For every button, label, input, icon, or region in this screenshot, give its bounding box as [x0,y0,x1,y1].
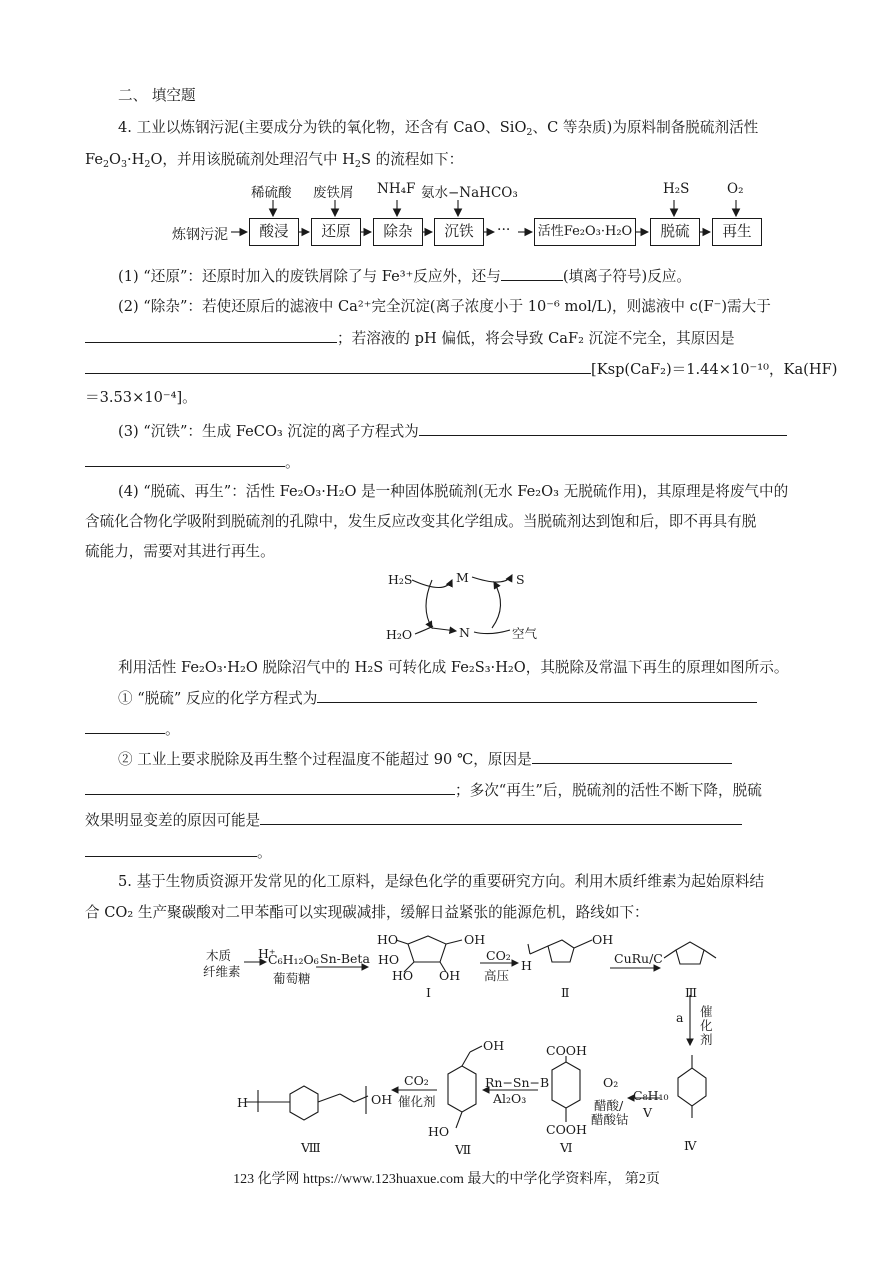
route-cooh-bottom: COOH [546,1122,587,1137]
route-catalyst-v1: 催 [700,1004,713,1019]
q4-sub2-line4: 。 [85,842,272,863]
q5-intro-line2: 合 CO₂ 生产聚碳酸对二甲苯酯可以实现碳减排，缓解日益紧张的能源危机，路线如下： [85,904,649,921]
route-al2o3: Al₂O₃ [493,1091,527,1106]
cycle-h2s: H₂S [388,572,413,587]
route-ho-3: HO [392,968,414,983]
route-co2: CO₂ [486,948,511,963]
route-co2-b: CO₂ [404,1073,429,1088]
flow-step-remove-impurity: 除杂 [373,218,423,246]
route-cobalt-acetate: 醋酸钴 [591,1112,629,1127]
route-glucose: 葡萄糖 [273,971,311,986]
route-catalyst-v2: 化 [700,1018,713,1033]
flow-input-o2: O₂ [727,181,744,197]
q4-sub1: ① “脱硫” 反应的化学方程式为 [118,688,757,709]
route-h-plus: H⁺ [258,946,276,961]
q4-part4-line1: (4) “脱硫、再生”：活性 Fe₂O₃·H₂O 是一种固体脱硫剂(无水 Fe₂O₃ 无脱硫作用)，其原理是将废气中的 [118,483,789,500]
cycle-h2o: H₂O [386,627,413,642]
route-label-3: Ⅲ [685,985,698,1000]
route-c8h10: C₈H₁₀ [633,1088,669,1103]
q4-part4-line4: 利用活性 Fe₂O₃·H₂O 脱除沼气中的 H₂S 可转化成 Fe₂S₃·H₂O，其脱除及常温下再生的原理如图所示。 [118,659,789,676]
route-oh-1: OH [464,932,486,947]
route-label-8: Ⅷ [301,1140,321,1155]
flow-step-active-fe2o3: 活性Fe₂O₃·H₂O [534,218,636,246]
route-label-2: Ⅱ [561,985,570,1000]
q4-sub2-line3: 效果明显变差的原因可能是 [85,810,742,831]
route-oh-end: OH [371,1092,393,1107]
flow-input-scrap-iron: 废铁屑 [313,185,354,201]
flow-input-ammonia-nahco3: 氨水−NaHCO₃ [421,185,518,201]
route-acetic-acid: 醋酸/ [594,1098,624,1113]
route-label-7: Ⅶ [455,1142,472,1157]
route-label-6: Ⅵ [560,1140,573,1155]
flow-step-desulfurize: 脱硫 [650,218,700,246]
page-footer: 123 化学网 https://www.123huaxue.com 最大的中学化学资料库， 第2页 [233,1172,660,1187]
cycle-s: S [516,572,525,587]
route-label-4: Ⅳ [684,1138,697,1153]
route-oh-3: OH [592,932,614,947]
flow-ellipsis: ··· [497,222,511,238]
route-cooh-top: COOH [546,1043,587,1058]
route-start-line2: 纤维素 [203,964,241,979]
q5-intro-line1: 5. 基于生物质资源开发常见的化工原料，是绿色化学的重要研究方向。利用木质纤维素为起始原料结 [118,873,765,890]
route-label-1: Ⅰ [426,985,431,1000]
cycle-m: M [456,570,469,585]
section-title: 二、 填空题 [118,87,196,104]
route-label-5: Ⅴ [643,1105,653,1120]
route-ho-2: HO [378,952,400,967]
q4-sub2-line2: ；多次“再生”后，脱硫剂的活性不断下降，脱硫 [85,780,762,801]
route-glucose-formula: C₆H₁₂O₆ [268,952,319,967]
route-oh-2: OH [439,968,461,983]
q4-sub2: ② 工业上要求脱除及再生整个过程温度不能超过 90 ℃，原因是 [118,749,732,770]
route-oh-4: OH [483,1038,505,1053]
q4-part3-line2: 。 [85,452,300,473]
route-high-pressure: 高压 [484,968,510,983]
cycle-air: 空气 [512,626,538,641]
q4-part1: (1) “还原”：还原时加入的废铁屑除了与 Fe³⁺反应外，还与 (填离子符号)反应。 [118,268,692,285]
route-catalyst: 催化剂 [398,1094,436,1109]
route-start-line1: 木质 [206,948,232,963]
route-ho-1: HO [377,932,399,947]
route-ho-4: HO [428,1124,450,1139]
cycle-n: N [459,625,470,640]
q4-part3: (3) “沉铁”：生成 FeCO₃ 沉淀的离子方程式为 [118,421,787,442]
q4-part4-line3: 硫能力，需要对其进行再生。 [85,543,275,560]
flow-step-precipitate-iron: 沉铁 [434,218,484,246]
q4-sub1-line2: 。 [85,719,180,740]
route-h-end: H [237,1095,248,1110]
flow-step-regenerate: 再生 [712,218,762,246]
q4-part2-line1: (2) “除杂”：若使还原后的滤液中 Ca²⁺完全沉淀(离子浓度小于 10⁻⁶ mol/L)，则滤液中 c(F⁻)需大于 [118,298,771,315]
q4-part2-line3: [Ksp(CaF₂)＝1.44×10⁻¹⁰，Ka(HF) [85,359,837,380]
route-a: a [676,1010,684,1025]
q4-part2-line4: ＝3.53×10⁻⁴]。 [85,389,197,406]
route-sn-beta: Sn-Beta [320,951,370,966]
flow-input-h2s: H₂S [663,181,690,197]
route-h-aldehyde: H [521,958,532,973]
flow-step-reduce: 还原 [311,218,361,246]
flow-step-acid-leach: 酸浸 [249,218,299,246]
q4-intro-line2: $Fe_2O_3\cdot H_2O$，并用该脱硫剂处理沼气中 $H_2S$ 的流程如下： [85,151,464,170]
q4-part4-line2: 含硫化合物化学吸附到脱硫剂的孔隙中，发生反应改变其化学组成。当脱硫剂达到饱和后，即不再具有脱 [85,513,757,530]
route-rn-sn-b: Rn−Sn−B [485,1075,550,1090]
route-curu: CuRu/C [614,951,663,966]
route-catalyst-v3: 剂 [700,1032,713,1047]
flow-input-nh4f: NH₄F [377,181,416,197]
q4-intro-line1: 4. 工业以炼钢污泥(主要成分为铁的氧化物，还含有 CaO、SiO$_2$、C 等杂质)为原料制备脱硫剂活性 [118,119,759,138]
flow-input-dilute-sulfuric-acid: 稀硫酸 [251,185,292,201]
flow-start: 炼钢污泥 [172,227,228,243]
route-o2: O₂ [603,1075,619,1090]
q4-part2-line2: ；若溶液的 pH 偏低，将会导致 CaF₂ 沉淀不完全，其原因是 [85,328,735,349]
